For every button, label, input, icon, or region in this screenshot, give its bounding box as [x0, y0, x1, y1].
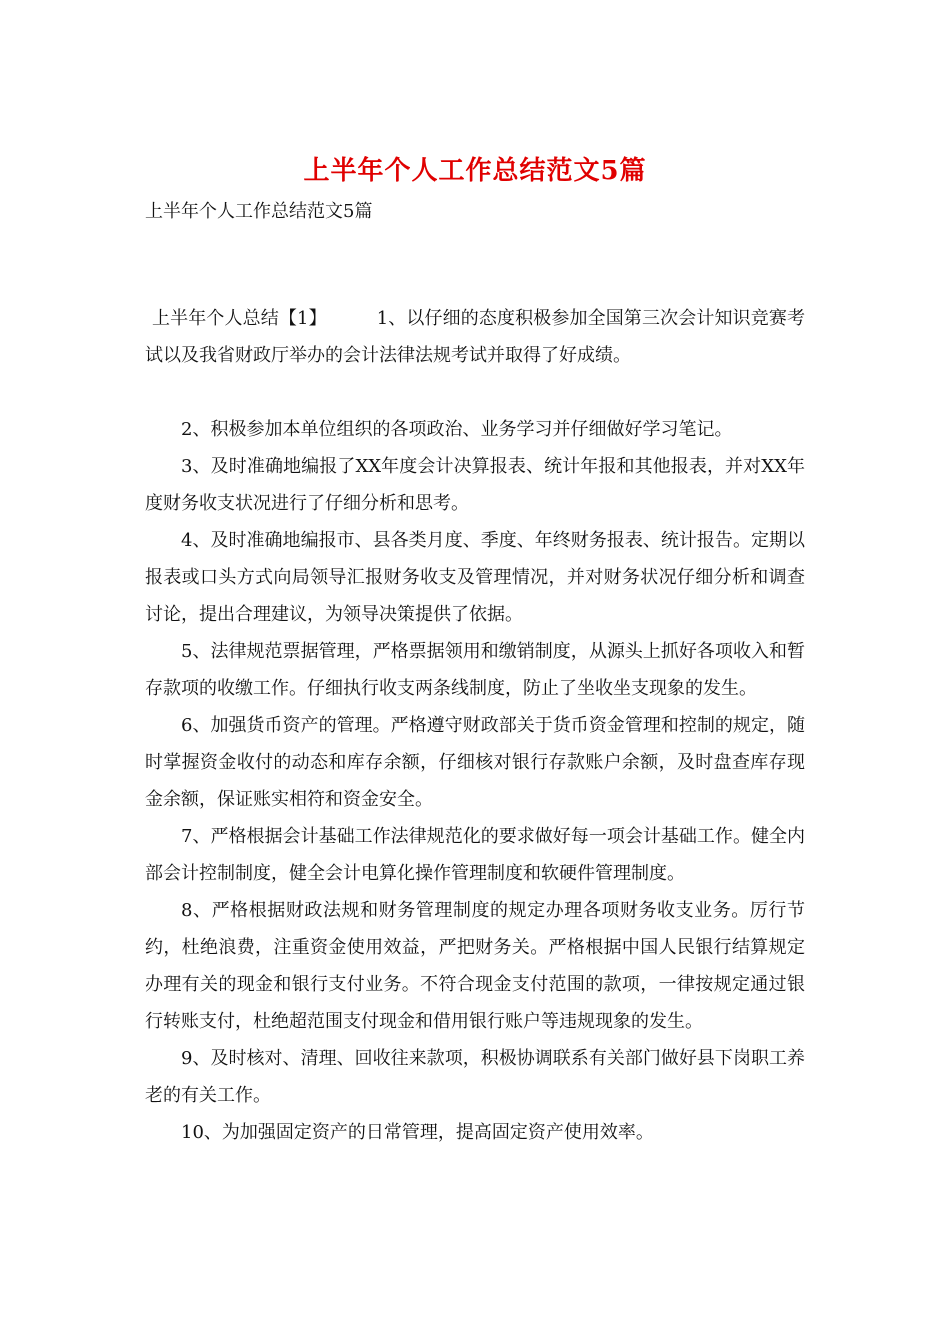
- paragraph-8: 8、严格根据财政法规和财务管理制度的规定办理各项财务收支业务。厉行节约，杜绝浪费，注重资金使用效益，严把财务关。严格根据中国人民银行结算规定办理有关的现金和银行支付业务。不符合现金支付范围的款项，一律按规定通过银行转账支付，杜绝超范围支付现金和借用银行账户等违规现象的发生。: [145, 900, 805, 1032]
- paragraph-10: 10、为加强固定资产的日常管理，提高固定资产使用效率。: [181, 1122, 654, 1143]
- paragraph-1-text: 1、以仔细的态度积极参加全国第三次会计知识竞赛考试以及我省财政厅举办的会计法律法规考试并取得了好成绩。: [145, 308, 806, 366]
- paragraph-5: 5、法律规范票据管理，严格票据领用和缴销制度，从源头上抓好各项收入和暂存款项的收缴工作。仔细执行收支两条线制度，防止了坐收坐支现象的发生。: [145, 641, 805, 699]
- document-title: 上半年个人工作总结范文5篇: [303, 156, 647, 186]
- paragraph-6: 6、加强货币资产的管理。严格遵守财政部关于货币资金管理和控制的规定，随时掌握资金收付的动态和库存余额，仔细核对银行存款账户余额，及时盘查库存现金余额，保证账实相符和资金安全。: [145, 715, 805, 810]
- paragraph-9: 9、及时核对、清理、回收往来款项，积极协调联系有关部门做好县下岗职工养老的有关工作。: [145, 1048, 805, 1106]
- paragraph-gap: [145, 374, 805, 411]
- paragraph-2: 2、积极参加本单位组织的各项政治、业务学习并仔细做好学习笔记。: [181, 419, 733, 440]
- paragraph-1: [145, 300, 805, 374]
- paragraph-7: 7、严格根据会计基础工作法律规范化的要求做好每一项会计基础工作。健全内部会计控制制度，健全会计电算化操作管理制度和软硬件管理制度。: [145, 826, 805, 884]
- paragraph-3: 3、及时准确地编报了XX年度会计决算报表、统计年报和其他报表，并对XX年度财务收支状况进行了仔细分析和思考。: [145, 456, 805, 514]
- paragraph-4: 4、及时准确地编报市、县各类月度、季度、年终财务报表、统计报告。定期以报表或口头方式向局领导汇报财务收支及管理情况，并对财务状况仔细分析和调查讨论，提出合理建议，为领导决策提供了依据。: [145, 530, 805, 625]
- section-heading: 上半年个人总结【1】: [152, 308, 327, 329]
- document-body: [145, 300, 805, 1151]
- document-subtitle: 上半年个人工作总结范文5篇: [145, 201, 373, 222]
